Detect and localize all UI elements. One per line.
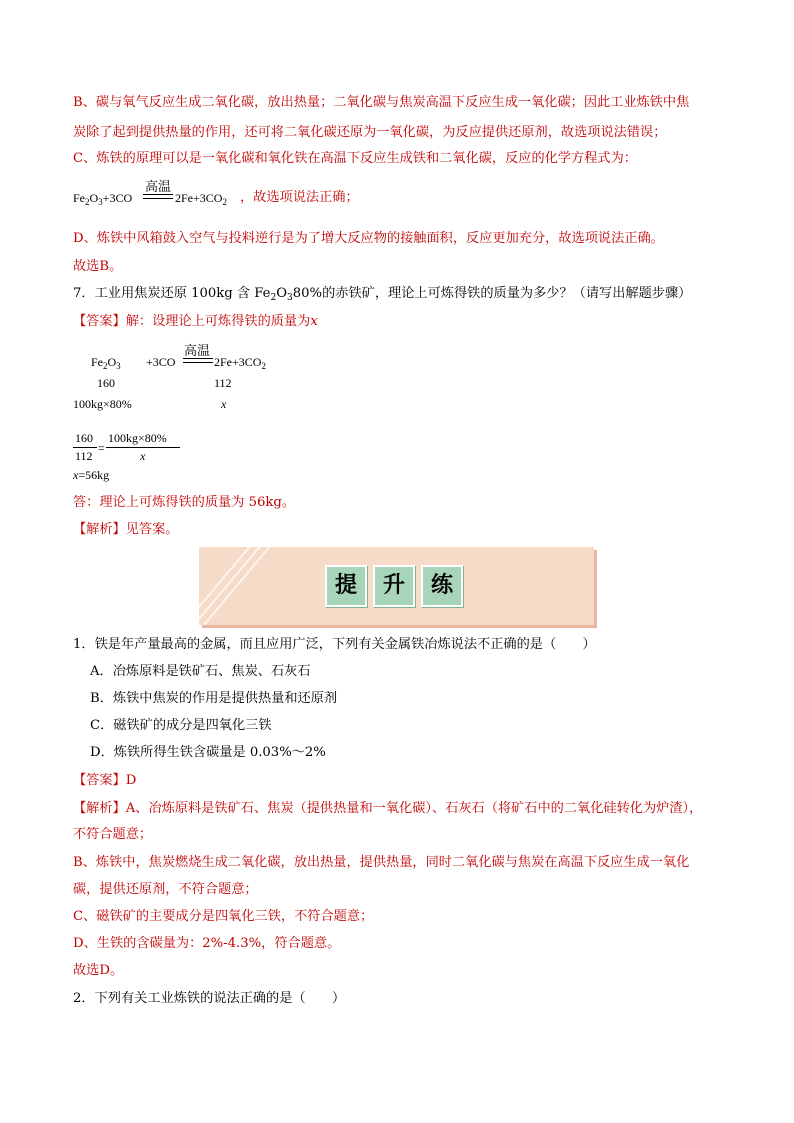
molar-mass-fe: 112	[214, 376, 232, 390]
practice-1-answer: 【答案】D	[73, 773, 137, 788]
formula-sub: 2	[85, 197, 90, 207]
question-7-analysis: 【解析】见答案。	[73, 522, 179, 537]
practice-1-analysis-line1: 【解析】A、冶炼原料是铁矿石、焦炭（提供热量和一氧化碳）、石灰石（将矿石中的二氧化硅转化为炉渣），	[73, 801, 703, 816]
option-d: D．炼铁所得生铁含碳量是 0.03%～2%	[90, 745, 326, 760]
option-b-explanation-line2: 炭除了起到提供热量的作用，还可将二氧化碳还原为一氧化碳，为反应提供还原剂，故选项说法错误；	[73, 125, 667, 140]
practice-1-analysis-line6: D、生铁的含碳量为：2%-4.3%，符合题意。	[73, 936, 341, 951]
answer-tag: 【答案】	[73, 314, 126, 329]
banner-decoration	[199, 547, 279, 625]
practice-question-1: 1．铁是年产量最高的金属，而且应用广泛，下列有关金属铁冶炼说法不正确的是（ ）	[73, 637, 596, 652]
formula-sub: 2	[222, 197, 227, 207]
reaction-condition: 高温	[184, 344, 211, 359]
question-7: 7．工业用焦炭还原 100kg 含 $Fe_2O_380\%$的赤铁矿，理论上可炼得铁的质量为多少？（请写出解题步骤）	[73, 286, 692, 303]
equals-sign	[183, 358, 213, 363]
section-banner	[199, 547, 594, 625]
molar-mass-fe2o3: 160	[97, 376, 115, 390]
banner-char: 升	[373, 565, 415, 607]
practice-1-analysis-line5: C、磁铁矿的主要成分是四氧化三铁，不符合题意；	[73, 909, 374, 924]
result: x=56kg	[73, 468, 110, 482]
formula-sub: 3	[98, 197, 103, 207]
practice-1-analysis-line3: B、炼铁中，焦炭燃烧生成二氧化碳，放出热量，提供热量，同时二氧化碳与焦炭在高温下反应生成一氧化	[73, 855, 690, 870]
equals-sign	[143, 194, 173, 199]
formula-fe: Fe	[73, 191, 85, 205]
option-b-explanation-line1: B、碳与氧气反应生成二氧化碳，放出热量；二氧化碳与焦炭高温下反应生成一氧化碳；因此工业炼铁中焦	[73, 95, 690, 110]
practice-1-analysis-line2: 不符合题意；	[73, 827, 153, 842]
unknown-mass: x	[221, 397, 227, 411]
practice-question-2: 2．下列有关工业炼铁的说法正确的是（ ）	[73, 991, 346, 1006]
formula-o: O	[89, 191, 99, 205]
option-d-explanation: D、炼铁中风箱鼓入空气与投料逆行是为了增大反应物的接触面积，反应更加充分，故选项说法正确。	[73, 231, 664, 246]
analysis-tag: 【解析】	[73, 801, 126, 816]
question-7-answer: 【答案】解：设理论上可炼得铁的质量为x	[73, 314, 318, 329]
banner-char: 提	[325, 565, 367, 607]
question-7-conclusion: 答：理论上可炼得铁的质量为 56kg。	[73, 495, 296, 510]
option-c-explanation: C、炼铁的原理可以是一氧化碳和氧化铁在高温下反应生成铁和二氧化碳，反应的化学方程式为：	[73, 151, 637, 166]
option-c: C．磁铁矿的成分是四氧化三铁	[90, 718, 272, 733]
reaction-condition: 高温	[145, 180, 172, 195]
previous-choice: 故选B。	[73, 259, 123, 274]
option-c-verdict: ，故选项说法正确；	[240, 190, 359, 205]
practice-1-analysis-line4: 碳，提供还原剂，不符合题意；	[73, 882, 258, 897]
option-a: A．冶炼原料是铁矿石、焦炭、石灰石	[90, 664, 311, 679]
option-b: B．炼铁中焦炭的作用是提供热量和还原剂	[90, 691, 338, 706]
formula-plus-co: +3CO	[102, 191, 133, 205]
banner-char: 练	[421, 565, 463, 607]
known-mass: 100kg×80%	[73, 397, 132, 411]
practice-1-choice: 故选D。	[73, 963, 124, 978]
formula-right: 2Fe+3CO	[175, 191, 223, 205]
